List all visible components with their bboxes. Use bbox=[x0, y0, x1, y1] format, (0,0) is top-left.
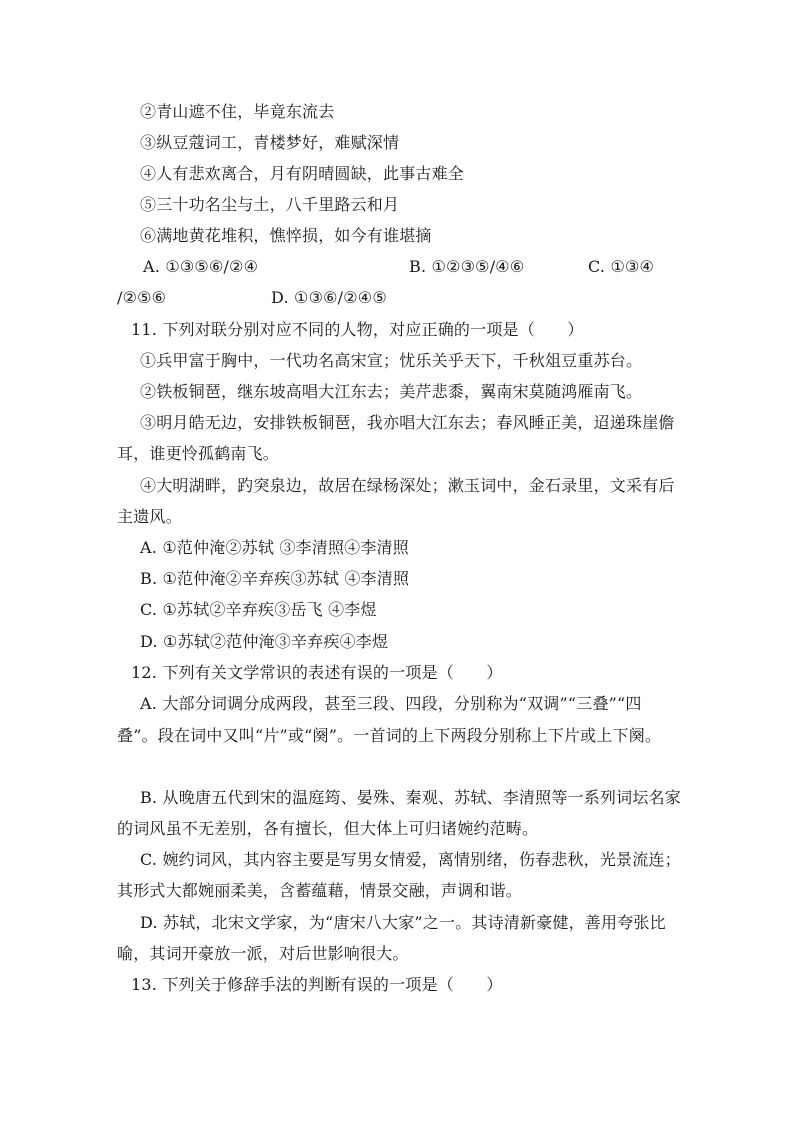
text-line: 耳，谁更怜孤鹤南飞。 bbox=[117, 444, 280, 463]
text-line: D. ①③⑥/②④⑤ bbox=[271, 288, 387, 307]
text-line: ③明月皓无边，安排铁板铜琶，我亦唱大江东去；春风睡正美，迢递珠崖儋 bbox=[140, 413, 675, 432]
text-line: D. ①苏轼②范仲淹③辛弃疾④李煜 bbox=[140, 632, 389, 651]
text-line: 其形式大都婉丽柔美，含蓄蕴藉，情景交融，声调和谐。 bbox=[117, 881, 523, 900]
text-line: /②⑤⑥ bbox=[117, 288, 167, 307]
text-line: ②铁板铜琶，继东坡高唱大江东去；美芹悲黍，翼南宋莫随鸿雁南飞。 bbox=[140, 382, 643, 401]
text-line: C. 婉约词风，其内容主要是写男女情爱，离情别绪，伤春悲秋，光景流连； bbox=[140, 850, 681, 869]
text-line: 喻，其词开豪放一派，对后世影响很大。 bbox=[117, 944, 409, 963]
text-line: ⑤三十功名尘与土，八千里路云和月 bbox=[140, 195, 400, 214]
text-line: B. ①范仲淹②辛弃疾③苏轼 ④李清照 bbox=[140, 569, 410, 588]
text-line: A. ①③⑤⑥/②④ bbox=[143, 257, 259, 276]
text-line: 的词风虽不无差别，各有擅长，但大体上可归诸婉约范畴。 bbox=[117, 819, 539, 838]
text-line: 11. 下列对联分别对应不同的人物，对应正确的一项是（ ） bbox=[131, 320, 584, 339]
text-line: ③纵豆蔻词工，青楼梦好，难赋深情 bbox=[140, 133, 400, 152]
text-line: ④人有悲欢离合，月有阴晴圆缺，此事古难全 bbox=[140, 164, 465, 183]
text-line: 12. 下列有关文学常识的表述有误的一项是（ ） bbox=[131, 663, 503, 682]
text-line: ④大明湖畔，趵突泉边，故居在绿杨深处；漱玉词中，金石录里，文采有后 bbox=[140, 476, 675, 495]
text-line: B. 从晚唐五代到宋的温庭筠、晏殊、秦观、苏轼、李清照等一系列词坛名家 bbox=[140, 788, 681, 807]
text-line: D. 苏轼，北宋文学家，为“唐宋八大家”之一。其诗清新豪健，善用夸张比 bbox=[140, 913, 666, 932]
text-line: ⑥满地黄花堆积，憔悴损，如今有谁堪摘 bbox=[140, 226, 432, 245]
text-line: A. ①范仲淹②苏轼 ③李清照④李清照 bbox=[140, 538, 409, 557]
text-line: A. 大部分词调分成两段，甚至三段、四段，分别称为“双调”“三叠”“四 bbox=[140, 694, 642, 713]
text-line: C. ①③④ bbox=[588, 257, 655, 276]
text-line: 主遗风。 bbox=[117, 507, 182, 526]
text-line: 13. 下列关于修辞手法的判断有误的一项是（ ） bbox=[131, 975, 503, 994]
text-line: B. ①②③⑤/④⑥ bbox=[409, 257, 525, 276]
text-line: 叠”。段在词中又叫“片”或“阕”。一首词的上下两段分别称上下片或上下阕。 bbox=[117, 726, 662, 745]
text-line: C. ①苏轼②辛弃疾③岳飞 ④李煜 bbox=[140, 600, 377, 619]
text-line: ②青山遮不住，毕竟东流去 bbox=[140, 102, 335, 121]
text-line: ①兵甲富于胸中，一代功名高宋宣；忧乐关乎天下，千秋俎豆重苏台。 bbox=[140, 351, 643, 370]
